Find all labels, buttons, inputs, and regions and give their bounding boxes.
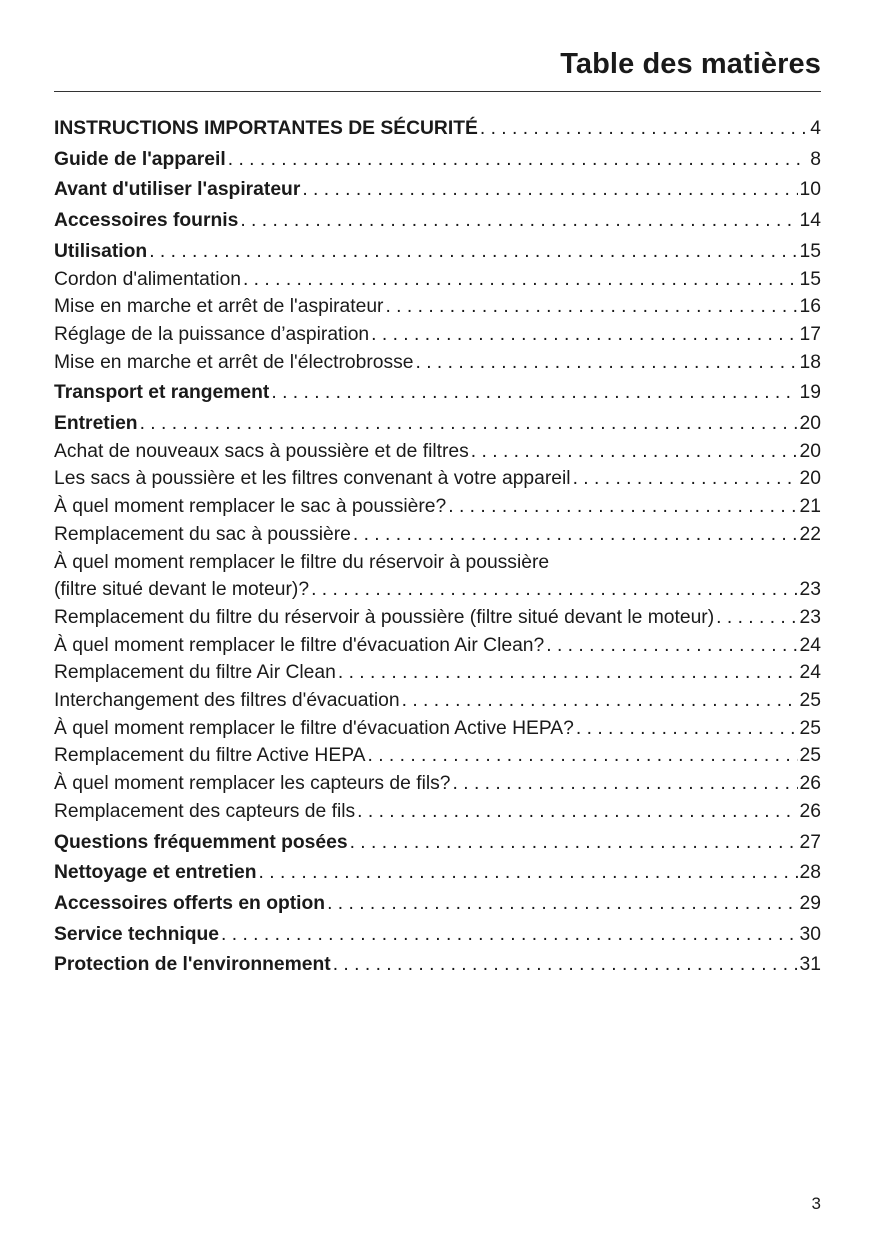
toc-subsection-row (54, 632, 821, 660)
toc-section-title: Nettoyage et entretien (54, 862, 257, 884)
toc-page-number: 15 (799, 268, 821, 290)
dot-leader (383, 293, 797, 321)
toc-subsection-row (54, 715, 821, 743)
dot-leader (365, 742, 797, 770)
dot-leader (574, 715, 798, 743)
toc-entry[interactable] (54, 146, 821, 174)
toc-subsection-row (54, 576, 821, 604)
toc-subsection-title: (filtre situé devant le moteur)? (54, 579, 310, 601)
toc-entry[interactable] (54, 604, 821, 632)
toc-entry[interactable] (54, 715, 821, 743)
toc-subsection-row (54, 465, 821, 493)
toc-page-number: 10 (799, 179, 821, 201)
toc-entry[interactable] (54, 493, 821, 521)
toc-section-title: Avant d'utiliser l'aspirateur (54, 179, 301, 201)
toc-page-number: 28 (799, 862, 821, 884)
toc-section-row (54, 115, 821, 143)
dot-leader (544, 632, 797, 660)
dot-leader (413, 349, 797, 377)
toc-entry[interactable] (54, 349, 821, 377)
toc-section-title: Service technique (54, 923, 220, 945)
toc-section-title: Entretien (54, 413, 138, 435)
page-title: Table des matières (560, 48, 821, 80)
dot-leader (300, 176, 797, 204)
dot-leader (138, 410, 798, 438)
toc-section-row (54, 410, 821, 438)
toc-section-row (54, 890, 821, 918)
table-of-contents (54, 115, 821, 979)
toc-entry[interactable] (54, 115, 821, 143)
toc-page-number: 20 (799, 440, 821, 462)
toc-page-number: 4 (810, 118, 821, 139)
toc-section-title: Guide de l'appareil (54, 148, 226, 170)
toc-page-number: 30 (799, 923, 821, 945)
dot-leader (241, 266, 798, 294)
toc-subsection-row (54, 321, 821, 349)
toc-entry[interactable] (54, 438, 821, 466)
toc-entry[interactable] (54, 890, 821, 918)
toc-entry[interactable] (54, 465, 821, 493)
dot-leader (238, 207, 797, 235)
toc-subsection-row (54, 438, 821, 466)
toc-entry[interactable] (54, 238, 821, 266)
dot-leader (478, 115, 808, 143)
toc-page-number: 24 (799, 634, 821, 656)
dot-leader (257, 859, 798, 887)
toc-subsection-title: Remplacement des capteurs de fils (54, 800, 356, 822)
toc-entry[interactable] (54, 410, 821, 438)
toc-entry[interactable] (54, 659, 821, 687)
dot-leader (219, 921, 798, 949)
toc-page-number: 26 (799, 773, 821, 795)
toc-section-title: Accessoires offerts en option (54, 892, 326, 914)
dot-leader (269, 379, 797, 407)
dot-leader (714, 604, 797, 632)
toc-page-number: 26 (799, 800, 821, 822)
toc-page-number: 24 (799, 662, 821, 684)
dot-leader (226, 146, 809, 174)
toc-entry[interactable] (54, 293, 821, 321)
toc-page-number: 20 (799, 413, 821, 435)
toc-subsection-row (54, 349, 821, 377)
toc-section-title: Protection de l'environnement (54, 954, 331, 976)
toc-section-row (54, 176, 821, 204)
toc-subsection-title: Remplacement du filtre Active HEPA (54, 745, 366, 767)
toc-section-title: Questions fréquemment posées (54, 831, 348, 853)
toc-entry[interactable] (54, 829, 821, 857)
toc-subsection-title: Mise en marche et arrêt de l'aspirateur (54, 296, 384, 318)
toc-entry[interactable] (54, 798, 821, 826)
dot-leader (400, 687, 798, 715)
toc-page-number: 8 (810, 148, 821, 170)
dot-leader (571, 465, 798, 493)
toc-entry[interactable] (54, 632, 821, 660)
toc-subsection-row (54, 293, 821, 321)
toc-page-number: 25 (799, 745, 821, 767)
toc-page-number: 27 (799, 831, 821, 853)
toc-page-number: 31 (799, 954, 821, 976)
toc-subsection-title: À quel moment remplacer le filtre d'évacuation Air Clean? (54, 634, 545, 656)
toc-subsection-title: Réglage de la puissance d’aspiration (54, 323, 370, 345)
dot-leader (446, 493, 797, 521)
toc-page-number: 19 (799, 382, 821, 404)
toc-entry[interactable] (54, 951, 821, 979)
dot-leader (355, 798, 797, 826)
toc-subsection-title: Interchangement des filtres d'évacuation (54, 690, 400, 712)
toc-page-number: 15 (799, 240, 821, 262)
toc-subsection-title: À quel moment remplacer les capteurs de fils? (54, 773, 451, 795)
toc-section-row (54, 146, 821, 174)
toc-entry[interactable] (54, 549, 821, 604)
dot-leader (336, 659, 798, 687)
toc-page-number: 25 (799, 690, 821, 712)
toc-subsection-row (54, 493, 821, 521)
toc-section-title: Accessoires fournis (54, 210, 239, 232)
toc-entry-label-line: À quel moment remplacer le filtre du réservoir à poussière (54, 551, 550, 573)
toc-subsection-title: Mise en marche et arrêt de l'électrobrosse (54, 351, 414, 373)
toc-entry[interactable] (54, 207, 821, 235)
toc-section-title: Utilisation (54, 240, 148, 262)
toc-entry[interactable] (54, 921, 821, 949)
toc-page-number: 29 (799, 892, 821, 914)
toc-entry[interactable] (54, 266, 821, 294)
dot-leader (331, 951, 798, 979)
toc-subsection-title: Cordon d'alimentation (54, 268, 241, 290)
dot-leader (147, 238, 797, 266)
toc-entry[interactable] (54, 521, 821, 549)
dot-leader (451, 770, 798, 798)
toc-section-title: INSTRUCTIONS IMPORTANTES DE SÉCURITÉ (54, 118, 478, 139)
dot-leader (369, 321, 797, 349)
toc-section-row (54, 951, 821, 979)
toc-subsection-title: Remplacement du sac à poussière (54, 523, 351, 545)
toc-entry[interactable] (54, 176, 821, 204)
toc-section-title: Transport et rangement (54, 382, 270, 404)
toc-page-number: 14 (799, 210, 821, 232)
toc-section-row (54, 829, 821, 857)
toc-subsection-title: Les sacs à poussière et les filtres convenant à votre appareil (54, 468, 571, 490)
dot-leader (351, 521, 798, 549)
title-divider (54, 91, 821, 92)
toc-entry[interactable] (54, 321, 821, 349)
toc-subsection-row (54, 659, 821, 687)
toc-entry[interactable] (54, 742, 821, 770)
dot-leader (325, 890, 797, 918)
toc-page-number: 25 (799, 717, 821, 739)
toc-page-number: 20 (799, 468, 821, 490)
toc-page-number: 16 (799, 296, 821, 318)
dot-leader (469, 438, 798, 466)
toc-section-row (54, 921, 821, 949)
toc-page-number: 18 (799, 351, 821, 373)
toc-entry[interactable] (54, 859, 821, 887)
toc-section-row (54, 379, 821, 407)
toc-page-number: 21 (799, 496, 821, 518)
toc-entry[interactable] (54, 770, 821, 798)
toc-subsection-title: À quel moment remplacer le filtre d'évacuation Active HEPA? (54, 717, 574, 739)
toc-subsection-title: Remplacement du filtre Air Clean (54, 662, 336, 684)
toc-subsection-row (54, 742, 821, 770)
dot-leader (348, 829, 798, 857)
page-number: 3 (811, 1194, 821, 1213)
toc-subsection-row (54, 687, 821, 715)
toc-subsection-title: Achat de nouveaux sacs à poussière et de filtres (54, 440, 469, 462)
toc-page-number: 23 (799, 606, 821, 628)
toc-subsection-title: Remplacement du filtre du réservoir à poussière (filtre situé devant le moteur) (54, 606, 715, 628)
dot-leader (309, 576, 797, 604)
toc-subsection-row (54, 521, 821, 549)
toc-page-number: 17 (799, 323, 821, 345)
toc-section-row (54, 859, 821, 887)
toc-entry[interactable] (54, 687, 821, 715)
toc-section-row (54, 207, 821, 235)
toc-subsection-title: À quel moment remplacer le sac à poussière? (54, 496, 447, 518)
toc-page-number: 22 (799, 523, 821, 545)
toc-subsection-row (54, 266, 821, 294)
toc-page-number: 23 (799, 579, 821, 601)
toc-section-row (54, 238, 821, 266)
toc-subsection-row (54, 770, 821, 798)
toc-entry[interactable] (54, 379, 821, 407)
toc-subsection-row (54, 798, 821, 826)
toc-subsection-row (54, 604, 821, 632)
